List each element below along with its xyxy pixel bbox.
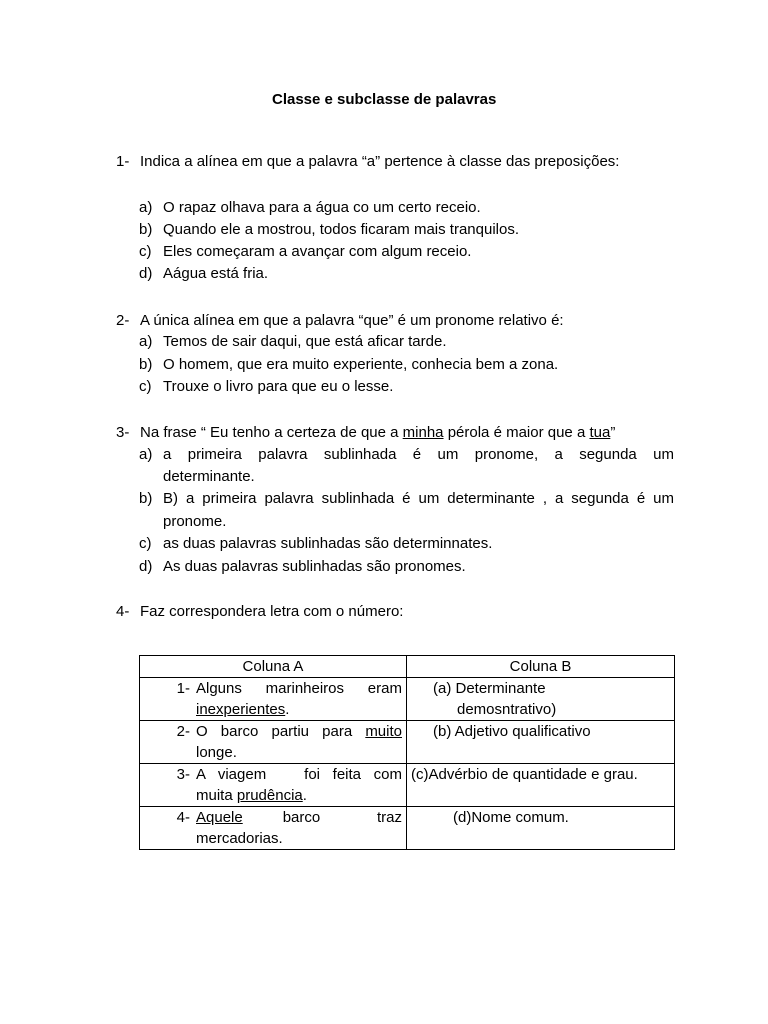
column-a-line2-rest: . [302, 787, 307, 804]
q3-text-pre: Na frase “ Eu tenho a certeza de que a [140, 424, 403, 441]
q2-option-a: Temos de sair daqui, que está aficar tarde. [163, 333, 447, 350]
table-row [140, 721, 675, 764]
q2-option-a-letter: a) [139, 333, 153, 350]
q1-option-b: Quando ele a mostrou, todos ficaram mais tranquilos. [163, 221, 520, 238]
column-a-underlined-word: prudência [236, 787, 303, 804]
column-a-line1 [196, 721, 402, 742]
column-a-line1 [196, 807, 402, 828]
q3-option-c: as duas palavras sublinhadas são determinnates. [163, 535, 493, 552]
column-a-word-barco: barco [282, 809, 321, 826]
table-row [140, 764, 675, 807]
q4-text: Faz correspondera letra com o número: [140, 603, 404, 620]
q1-option-d: Aágua está fria. [163, 265, 269, 282]
q1-text: Indica a alínea em que a palavra “a” pertence à classe das preposições: [140, 153, 620, 170]
q3-text-mid: pérola é maior que a [443, 424, 590, 441]
q1-option-a-letter: a) [139, 199, 153, 216]
column-b-cell [407, 764, 675, 807]
q2-option-b-letter: b) [139, 356, 153, 373]
q4-number: 4- [116, 603, 130, 620]
row-number: 2- [176, 723, 190, 740]
q3-underlined-word-2: tua [589, 424, 611, 441]
q3-option-d-letter: d) [139, 558, 153, 575]
table-row [140, 678, 675, 721]
column-a-underlined-word: muito [365, 723, 402, 740]
column-a-word-traz: traz [376, 809, 402, 826]
q2-text: A única alínea em que a palavra “que” é um pronome relativo é: [140, 312, 564, 329]
q3-text-post: ” [610, 424, 616, 441]
q3-option-b-letter: b) [139, 490, 153, 507]
row-number: 3- [176, 766, 190, 783]
q2-option-c: Trouxe o livro para que eu o lesse. [163, 378, 394, 395]
column-b-header: Coluna B [407, 656, 675, 678]
column-a-line2: mercadorias. [196, 830, 283, 847]
column-b-line1: (d)Nome comum. [453, 809, 569, 826]
column-b-line1: (c)Advérbio de quantidade e grau. [411, 766, 638, 783]
q3-option-c-letter: c) [139, 535, 152, 552]
q3-option-a-letter: a) [139, 446, 153, 463]
q2-option-c-letter: c) [139, 378, 152, 395]
q3-text [140, 422, 615, 444]
q3-option-b-line1: B) a primeira palavra sublinhada é um determinante , a segunda é um [163, 490, 674, 507]
row-number: 1- [176, 680, 190, 697]
q2-number: 2- [116, 312, 130, 329]
column-a-cell [140, 721, 407, 764]
q1-option-a: O rapaz olhava para a água co um certo receio. [163, 199, 481, 216]
q1-option-b-letter: b) [139, 221, 153, 238]
column-a-underlined-word: Aquele [196, 809, 243, 826]
column-b-cell [407, 721, 675, 764]
column-a-line1: Alguns marinheiros eram [196, 680, 402, 697]
q1-option-d-letter: d) [139, 265, 153, 282]
column-b-cell [407, 678, 675, 721]
column-b-line1: (a) Determinante [433, 680, 546, 697]
q2-option-b: O homem, que era muito experiente, conhecia bem a zona. [163, 356, 559, 373]
table-header-row [140, 656, 675, 678]
column-b-cell [407, 807, 675, 850]
q1-option-c-letter: c) [139, 243, 152, 260]
q3-option-a-line1: a primeira palavra sublinhada é um pronome, a segunda um [163, 446, 674, 463]
q3-option-a-line2: determinante. [163, 468, 255, 485]
column-a-line2-rest: . [285, 701, 290, 718]
q3-underlined-word-1: minha [402, 424, 444, 441]
column-a-line2-pre: muita [196, 787, 237, 804]
column-a-line2: longe. [196, 744, 237, 761]
q1-number: 1- [116, 153, 130, 170]
column-a-header: Coluna A [140, 656, 407, 678]
column-a-line1-pre: O barco partiu para [196, 723, 366, 740]
page-title: Classe e subclasse de palavras [272, 91, 497, 108]
row-number: 4- [176, 809, 190, 826]
column-b-line1: (b) Adjetivo qualificativo [433, 723, 591, 740]
column-b-line2: demosntrativo) [457, 701, 557, 718]
column-a-cell [140, 678, 407, 721]
column-a-line1: A viagem foi feita com [196, 766, 402, 783]
matching-table [139, 655, 675, 850]
q3-option-d: As duas palavras sublinhadas são pronomes. [163, 558, 466, 575]
column-a-cell [140, 807, 407, 850]
table-row [140, 807, 675, 850]
column-a-cell [140, 764, 407, 807]
q3-number: 3- [116, 424, 130, 441]
q1-option-c: Eles começaram a avançar com algum receio. [163, 243, 472, 260]
q3-option-b-line2: pronome. [163, 513, 227, 530]
column-a-underlined-word: inexperientes [196, 701, 286, 718]
